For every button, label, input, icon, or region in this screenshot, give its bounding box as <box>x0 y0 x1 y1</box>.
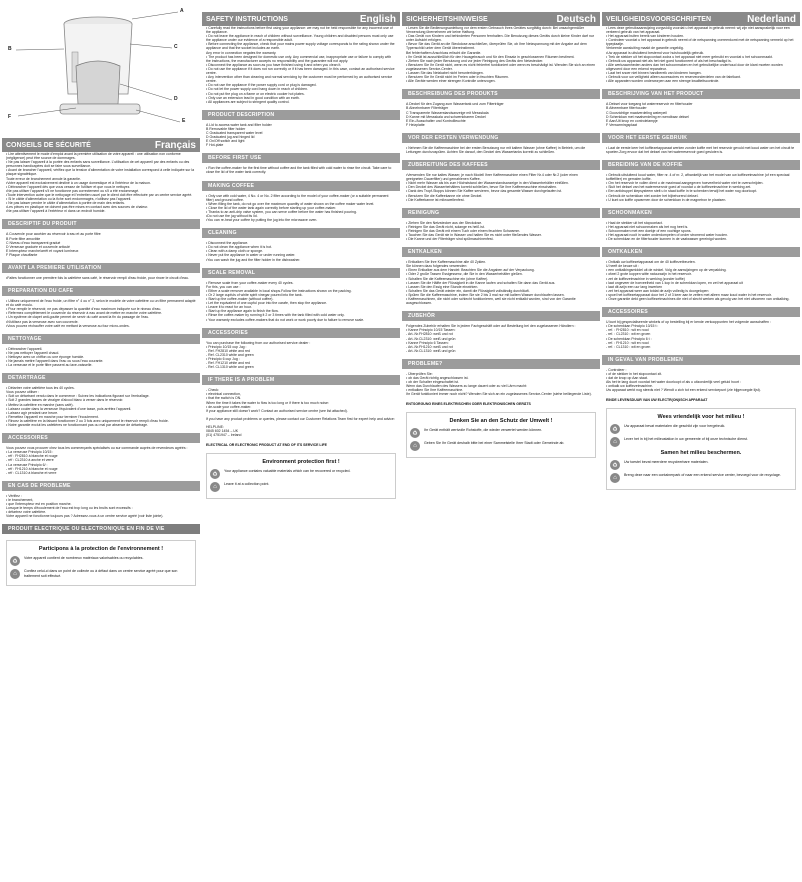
collection-point-icon: ⌂ <box>610 437 620 447</box>
collection-point-icon: ⌂ <box>610 473 620 483</box>
env-text-1: Ihr Gerät enthält wertvolle Rohstoffe, die wieder verwertet werden können. <box>424 428 543 433</box>
env-title: Participons à la protection de l'environnement ! <box>38 546 164 553</box>
section-header <box>2 138 200 152</box>
env-text-2: Lever het in bij het milieustation in uw gemeente of bij onze technische dienst. <box>624 437 748 442</box>
first-use-heading: VOR DER ERSTEN VERWENDUNG <box>402 133 600 143</box>
first-use-text: •Faites fonctionner une première fois la cafetière sans café, le réservoir rempli d'eau froide, pour rincer le circuit d'eau. <box>6 275 189 280</box>
safety-text: • Lesen Sie die Bedienungsanleitung vor dem ersten Gebrauch Ihres Gerätes sorgfältig durch: Bei unsachgemäßer Verwendung übernehmen wir keine Haftung. • Das Gerät von Kindern und behinderten Personen fernhalten. Die Benutzung dieses Geräts durch kleine Kinder darf nur unter Aufsicht erfolgen. • Bevor Sie das Gerät an die Steckdose anschließen, überprüfen Sie, ob Ihre Netzspannung mit der Angabe auf dem Typenschild unter dem Gerät übereinstimmt. Bei fehlerhaftem Anschluss erlischt die Garantie. • Ihr Gerät ist ausschließlich für den Hausgebrauch und für den Einsatz in geschlossenen Räumen bestimmt. • Ziehen Sie nach jeder Benutzung und vor jeder Reinigung des Geräts den Netzstecker. • Benutzen Sie Ihr Gerät nicht, wenn es nicht fehlerfrei funktioniert oder wenn es beschädigt ist. Wenden Sie sich an einen zugelassenen Service-Center. • Lassen Sie das Netzkabel nicht herunterhängen. • Benutzen Sie Ihr Gerät nicht im Freien oder in feuchten Räumen. • Alle Geräte werden einer strengen Kontrolle unterzogen. <box>406 26 596 84</box>
env-row <box>210 482 392 492</box>
scale-heading: DETARTRAGE <box>2 373 200 383</box>
first-use-heading: BEFORE FIRST USE <box>202 153 400 163</box>
safety-text: • Carefully read the instructions before first using your appliance: we may not be held responsible for any incorrect use of the appliance. • Do not leave the appliance in reach of children without surveillance. Young children and disabled persons must only use the appliance under our evidence of a responsible adult. • Before connecting the appliance, check that your mains power supply voltage corresponds to the rating shown under the appliance and that the socket includes an earth. Any error in connection negates the warranty. • The product has been designed for domestic use only. Any commercial use, inappropriate use or failure to comply with the instructions, the manufacturer accepts no responsibility and the guarantee will not apply. • Disconnect the appliance as soon as you have finished using it and when you clean it. • Do not use the appliance if it does not run correctly or if it has been damaged. In this case, contact an authorised service centre. • Any intervention other than cleaning and normal servicing by the customer must be performed by an authorised service centre. • Do not use the appliance if the power supply cord or plug is damaged. • Do not let the power supply cord hang down in reach of children. • Do not put the plug on a flame or on electric cooker hot plates. • Only use an extension lead in good condition with an earth. • All appliances are subject to stringent quality control. <box>206 26 395 104</box>
coffee-maker-diagram <box>2 4 200 132</box>
env-title: Denken Sie an den Schutz der Umwelt ! <box>449 418 553 425</box>
coffee-maker-illustration <box>2 4 200 132</box>
first-use-text: • Run the coffee-maker for the first time without coffee and the tank filled with cold water to rinse the circuit. Take care to close the lid of the water tank correctly. <box>206 166 392 175</box>
clean-text: • Ziehen Sie den Netzstecker aus der Steckdose. • Reinigen Sie das Gerät nicht, solange es heiß ist. • Reinigen Sie das Gerät mit einem Tuch oder einem feuchten Schwamm. • Tauchen Sie das Gerät nie in Wasser und halten Sie es nicht unter fließendes Wasser. • Die Kanne und der Filterträger sind spülmaschinenfest. <box>406 220 542 242</box>
env-heading: PRODUIT ELECTRIQUE OU ELECTRONIQUE EN FIN DE VIE <box>2 524 200 534</box>
acc-text: You can purchase the following from our authorised service dealer : • Principio 10/15 cup Jug : - Ref. FH2810 white and red - Ref. CL2310 white and green • Principio 6 cup Jug : - Ref. FH1210 white and red - Ref. CL1310 white and green <box>206 340 311 370</box>
env-box <box>606 408 796 490</box>
acc-heading: ZUBEHÖR <box>402 311 600 321</box>
recycle-icon: ♻ <box>410 428 420 438</box>
scale-text: • Ontkalk uw koffiezetapparaat om de 40 koffiezetbeurten. U heeft de keuze uit : • een ontkalkingsmiddel uit de winkel. Volg de aanwijzingen op de verpakking. • ofwel 2 grote koppen witte natuurazijn in het reservoir. • zet de koffiezetmachine in werking (zonder koffie) • laat ongeveer de hoeveelheid van 1 kop in de schenkkan lopen, en zet het apparaat uit • laat dit azijn een uur lang inwerken • zet het apparaat weer aan totdat de azijn volledig is doorgelopen • spoel het koffiezetapparaat door het 2 of 3 keer aan te zetten met alleen maar koud water in het reservoir. • Onze garantie dekt geen koffiezetmachines die niet of slecht werken als gevolg van het niet uitvoeren van ontkalking. <box>606 260 790 302</box>
collection-point-icon: ⌂ <box>410 441 420 451</box>
column-dutch <box>602 0 800 882</box>
scale-heading: ONTKALKEN <box>602 247 800 257</box>
safety-text: • Lees deze gebruiksaanwijzing zorgvuldig voordat u het apparaat in gebruik neemt: wij zijn niet aansprakelijk voor een verkeerd gebruik van het apparaat. • Het apparaat buiten bereik van kinderen houden. • Controleer voordat u het apparaat in gebruik neemt of de netspanning overeenkomt met de netspanning vermeld op het typeplaatje. Verkeerde aansluiting maakt de garantie ongeldig. •Uw apparaat is uitsluitend bestemd voor huishoudelijk gebruik. • Trek de stekker uit het stopcontact zodra u het apparaat niet meer gebruikt en voordat u het schoonmaakt. • Gebruik uw apparaat niet als het niet goed functioneert of als het beschadigd is. • Alle werkzaamheden anders dan het schoonmaken en het gebruikelijke onderhoud door de klant moeten worden uitgevoerd door een erkend reparateur. • Laat het snoer niet binnen handbereik van kinderen hangen. • Gebruik voor uw veiligheid alleen accessoires en reserveonderdelen van de fabrikant. • Alle apparaten worden onderworpen aan een strenge kwaliteitscontrole. <box>606 26 794 84</box>
env-row <box>10 556 192 566</box>
env-row <box>210 469 392 479</box>
problem-text: - Check: • electrical connection, • that the switch is ON. When the time it takes the water to flow is too long or if there is too much noise: • de-scale your coffee-maker. If your appliance still doesn't work? Contact an authorised service centre (see list attached). If you have any product problems or queries, please contact our Customer Relations Team first for expert help and advice: HELPLINE: 0845 602 1454 – UK (01) 4751947 – Ireland <box>206 388 395 438</box>
acc-text: Folgendes Zubehör erhalten Sie in jedem Fachgeschäft oder auf Bestellung bei den zugelassenen Händlern : • Kanne Principio 10/15 Tassen: - Art.-Nr.FH2810: weiß und rot - Art.-Nr.CL2310: weiß und grün • Kanne Principio 6 Tassen: - Art.-Nr.FH1210: weiß und rot - Art.-Nr.CL1310: weiß und grün <box>406 324 576 353</box>
scale-heading: SCALE REMOVAL <box>202 268 400 278</box>
section-header <box>602 12 800 26</box>
env-row <box>410 428 592 438</box>
clean-text: • Disconnect the appliance. • Do not clean the appliance when it is hot. • Clean with a damp cloth or sponge. • Never put the appliance in water or under running water. •You can wash the jug and the filter holder in the dishwasher. <box>206 241 301 262</box>
problem-text: • Vérifiez : • le branchement, • que l'interrupteur est en position marche. Lorsque le temps d'écoulement de l'eau est trop long ou les bruits sont excessifs : • détartrez votre cafetière. Votre appareil ne fonctionne toujours pas ? Adressez-vous à un centre service agréé (voir liste jointe). <box>6 493 164 519</box>
language-label: English <box>359 13 396 25</box>
make-text: • Only use with cold water, 4 No. 4 or No. 2 filter according to the model of your coffee-maker (or a suitable permanent filter) and ground coffee. • When filling the tank, do not go over the maximum quantity of water shown on the coffee maker water level. • Close the lid of the water tank again correctly before starting up your coffee-maker. • Thanks to an anti-drip valve system, you can serve coffee before the water has finished pouring. •Do not use the jug without its lid. •You can re-heat your coffee by putting the jug into the microwave oven. <box>206 193 389 223</box>
language-label: Français <box>154 139 196 151</box>
desc-heading: BESCHRIJVING VAN HET PRODUCT <box>602 89 800 99</box>
column-german <box>402 0 600 882</box>
env-title: Environment protection first ! <box>262 459 340 466</box>
problem-heading: IN GEVAL VAN PROBLEMEN <box>602 355 800 365</box>
env-text-2: Confiez celui-ci dans un point de collecte ou à défaut dans un centre service agréé pour que son traitement soit effectué. <box>24 569 178 578</box>
env-row <box>610 424 792 434</box>
safety-text: • Lire attentivement le mode d'emploi avant la première utilisation de votre appareil : une utilisation non conforme (négligence) peut être source de dommages. • Ne pas laisser l'appareil à la portée des enfants sans surveillance. L'utilisation de cet appareil par des enfants ou des personnes handicapées doit se faire sous surveillance. • Avant de brancher l'appareil, vérifiez que la tension d'alimentation de votre installation correspond à celle indiquée sur la plaque signalétique. Toute erreur de branchement annule la garantie. •Votre appareil est exclusivement destiné à un usage domestique et à l'intérieur de la maison. • Débrancher l'appareil dès que vous cessez de l'utiliser et que vous le nettoyez. •Ne pas utiliser l'appareil s'il ne fonctionne pas correctement ou s'il a été endommagé. •Toute intervention autre que le nettoyage et l'entretien usuel par le client doit être effectuée par un centre service agréé. • Si le câble d'alimentation ou la fiche sont endommagés, n'utilisez pas l'appareil. • Ne pas laisser pendre le câble d'alimentation à portée de main des enfants. •Les pièces en plastique ne doivent pas être mises en contact avec des sources de chaleur. •Ne pas utiliser l'appareil à l'extérieur ni dans un endroit humide. <box>6 152 195 214</box>
section-title: VEILIGHEIDSVOORSCHRIFTEN <box>606 15 712 23</box>
first-use-heading: AVANT LA PREMIERE UTILISATION <box>2 263 200 273</box>
problem-text: - Überprüfen Sie: • ob das Gerät richtig angeschlossen ist. • ob der Schalter eingeschaltet ist. Wenn das Durchlaufen des Wassers zu lange dauert oder zu viel Lärm macht: • entkalken Sie Ihre Kaffeemaschine. Ihr Gerät funktioniert immer noch nicht? Wenden Sie sich an ein zugelassenes Service-Center (siehe beiliegende Liste). <box>406 371 592 397</box>
collection-point-icon: ⌂ <box>10 569 20 579</box>
language-label: Deutsch <box>556 13 596 25</box>
env-row <box>610 437 792 447</box>
clean-heading: CLEANING <box>202 228 400 238</box>
make-heading: ZUBEREITUNG DES KAFFEES <box>402 160 600 170</box>
env-box <box>406 412 596 458</box>
clean-heading: SCHOONMAKEN <box>602 208 800 218</box>
column-english <box>202 0 400 882</box>
desc-heading: DESCRIPTIF DU PRODUIT <box>2 219 200 229</box>
problem-heading: EN CAS DE PROBLEME <box>2 481 200 491</box>
env-text-3: Uw toestel bevat meerdere recycleerbare materialen. <box>624 460 709 465</box>
label-e: E <box>182 118 186 124</box>
first-use-text: • Nehmen Sie die Kaffeemaschine bei der ersten Benutzung nur mit kaltem Wasser (ohne Kaffee) in Betrieb, um die Leitungen durchzuspülen. Achten Sie darauf, den Deckel des Wassertanks korrekt zu schließen. <box>406 145 586 154</box>
desc-text: A Couvercle pour accéder au réservoir à eau et au porte filtre B Porte filtre amovible C Niveau d'eau transparent gradué D Verseuse graduée et couvercle articulé E Interrupteur marche/arrêt et voyant lumineux F Plaque chauffante <box>6 232 101 257</box>
acc-heading: ACCESSORIES <box>202 328 400 338</box>
recycle-icon: ♻ <box>610 460 620 470</box>
section-title: SAFETY INSTRUCTIONS <box>206 15 288 23</box>
section-header <box>402 12 600 26</box>
desc-heading: BESCHREIBUNG DES PRODUKTS <box>402 89 600 99</box>
scale-text: • Entkalken Sie Ihre Kaffeemaschine alle 40 Zyklen. Sie können dazu folgendes verwenden: • Einen Entkalker aus dem Handel: Beachten Sie die Angaben auf der Verpackung. • Oder 2 große Tassen Essigessenz, die Sie in den Wasserbehälter gießen. • Schalten Sie die Kaffeemaschine ein (ohne Kaffee). • Lassen Sie die Hälfte der Flüssigkeit in die Kanne laufen und schalten Sie dann das Gerät aus. • Lassen Sie den Essig eine Stunde einwirken. • Schalten Sie das Gerät wieder ein, damit die Flüssigkeit vollständig durchläuft. • Spülen Sie die Kaffeemaschine, indem Sie sie 2 bis 3 mal nur mit kaltem Wasser durchlaufen lassen. • Kaffeemaschinen, die nicht oder schlecht funktionieren, weil sie nicht entkalkt wurden, sind von der Garantie ausgeschlossen. <box>406 260 576 306</box>
scale-text: • Remove scale from your coffee-maker every 40 cycles. For this, you can use : • Either a scale remover available in local shops.Follow the instructions shown on the packing. • Or 2 large cupfuls of white spirit vinegar poured into the tank. • Start up the coffee-maker (without coffee). • Let the equivalent of one cupful pour into the carafe, then stop the appliance. • Leave it to react for an hour. • Start up the appliance again to finish the flow. • Rinse the coffee-maker by running it 2 or 3 times with the tank filled with cold water only. • Your warranty excludes coffee-makers that do not work or work poorly due to failure to remove scale. <box>206 280 365 322</box>
language-label: Nederland <box>747 13 796 25</box>
env-text-1: Votre appareil contient de nombreux matériaux valorisables ou recyclables. <box>24 556 144 561</box>
recycle-icon: ♻ <box>10 556 20 566</box>
env-row <box>610 473 792 483</box>
section-title: CONSEILS DE SÉCURITÉ <box>6 141 91 149</box>
acc-text: Vous pouvez vous procurer chez tous les commerçants spécialisés ou sur commande auprès de revendeurs agréés : • La verseuse Principio 10/15 : - réf : FH2810 à blanche et rouge - réf : CL2310 à anche et verre • La verseuse Principio 6/ : - réf : FH1210 à blanche et rouge - réf : CL1310 à blanche et verre <box>6 446 188 475</box>
env-title: Wees vriendelijk voor het milieu ! <box>657 414 745 421</box>
env-heading: ENTSORGUNG EINES ELEKTRISCHEN ODER ELEKTRONISCHEN GERÄTS <box>406 402 531 407</box>
label-f: F <box>8 114 12 120</box>
acc-text: U kunt bij gespecialiseerde winkels of op bestelling bij er kende verkooppunten het volgende aanschaffen : • De schenkkan Principio 10/15 t : - ref. : FH2810 : wit en rood - ref. : CL2310 : wit en groen • De schenkkan Principio 6 t : - ref. : FH1210 : wit en rood - ref. : CL1310 : wit en groen <box>606 320 771 349</box>
section-title: SICHERHEITSHINWEISE <box>406 15 488 23</box>
desc-text: A Lid to access water tank and filter holder B Removable filter holder C Graduated transparent water level D Graduated jug and hinged lid E On/Off switch and light F Hot-plate <box>206 122 272 148</box>
prep-heading: PREPARATION DU CAFE <box>2 286 200 296</box>
make-text: • Gebruik uitsluitend koud water, filter nr. 4 of nr. 2, afhankelijk van het model van uw koffiezetmachine (of een speciaal koffiefilter) en gemalen koffie. • Om het reservoir te vullen dient u de maximaal aangegeven hoeveelheid water niet te overschrijden. • Sluit het deksel van het waterreservoir goed af voordat u de koffiezetmachine in werking zet. • Een antidruppel klepsysteem stelt u in staat koffie in te schenken terwijl het water nog doorloopt. • Gebruik de schenkkan niet zonder het bijbehorend deksel. • U kunt uw koffie opwarmen door de schenkkan in de magnetron te plaatsen. <box>606 173 790 202</box>
env-row <box>10 569 192 579</box>
first-use-heading: VOOR HET EERSTE GEBRUIK <box>602 133 800 143</box>
env-box <box>206 453 396 499</box>
clean-heading: NETTOYAGE <box>2 334 200 344</box>
label-d: D <box>174 96 178 102</box>
clean-heading: REINIGUNG <box>402 208 600 218</box>
scale-heading: ENTKALKEN <box>402 247 600 257</box>
section-header <box>202 12 400 26</box>
desc-heading: PRODUCT DESCRIPTION <box>202 110 400 120</box>
first-use-text: • Laat de eerste keer het koffiezetapparaat werken zonder koffie met het reservoir gevuld met koud water om het circuit te spoelen.Zorg ervoor dat het deksel van het waterreservoir goed gesloten is. <box>606 145 795 154</box>
env-title-2: Samen het milieu beschermen. <box>660 450 742 457</box>
make-text: •Verwenden Sie nur kaltes Wasser, je nach Modell Ihrer Kaffeemaschine einen Filter Nr.4 oder Nr.2 (oder einen geeigneten Dauerfilter) und gemahlenen Kaffee. • Nicht mehr Wasser als bis zum Höchststand der Wasserstandsanzeige in den Wasserbehälter einfüllen. • Den Deckel des Wasserbehälters korrekt schließen, bevor Sie Ihre Kaffeemaschine einschalten. • Dank des Tropf-Stopps können Sie Kaffee servieren, bevor das gesamte Wasser durchgelaufen ist. • Benutzen Sie die Kaffeekanne nie ohne Deckel. • Die Kaffeekanne ist mikrowellenfest. <box>406 173 578 202</box>
column-french <box>2 0 200 882</box>
env-row <box>610 460 792 470</box>
collection-point-icon: ⌂ <box>210 482 220 492</box>
env-heading: ELECTRICAL OR ELECTRONIC PRODUCT AT END OF ITS SERVICE LIFE <box>206 443 328 448</box>
env-text-1: Uw apparaat bevat materialen die geschikt zijn voor hergebruik. <box>624 424 726 429</box>
env-text-1: Your appliance contains valuable materials which can be recovered or recycled. <box>224 469 351 474</box>
desc-text: A Deksel voor toegang tot waterreservoir en filterhouder B Afneembare filterhouder C Doorzichtige maatverdeling waterpeil D Schenkkan met maatverdeling en wendbaar deksel E Aan/Uit knop en controlelampje F Verwarmingsplaat <box>606 102 693 127</box>
clean-text: • Débrancher l'appareil. • Ne pas nettoyer l'appareil chaud. • Nettoyez avec un chiffon ou une éponge humide. • Ne jamais mettre l'appareil dans l'eau ou sous l'eau courante. • La verseuse et le porte filtre passent au lave-vaisselle. <box>6 346 104 368</box>
env-text-4: Breng deze naar een containerpark of naar een erkend service center, bevoegd voor de recyclage. <box>624 473 781 478</box>
env-text-2: Leave it at a collection point. <box>224 482 270 487</box>
acc-heading: ACCESSOIRES <box>602 307 800 317</box>
env-row <box>410 441 592 451</box>
env-heading: EINDE LEVENSDUUR VAN UW ELECTR(ON)ISCH APPARAAT <box>606 398 708 403</box>
label-b: B <box>8 46 12 52</box>
label-a: A <box>180 8 184 14</box>
desc-text: A Deckel für den Zugang zum Wassertank und zum Filterträger B Abnehmbarer Filterträger C Transparente Wasserstandsanzeige mit Messskala D Kanne mit Messskala und schwenkbarem Deckel E Ein-/Ausschalter und Kontrollleuchte F Heizplatte <box>406 102 504 127</box>
scale-text: • Détartrer votre cafetière tous les 40 cycles. Vous pouvez utiliser : • Soit un détartrant vendu dans le commerce : Suivez les indications figurant sur l'emballage. • Soit 2 grandes tasses de vinaigre d'alcool blanc à verser dans le réservoir. • Mettez la cafetière en marche (sans café). • Laissez couler dans la verseuse l'équivalent d'une tasse, puis arrêtez l'appareil. • Laissez agir pendant une heure. • Remettez l'appareil en marche pour terminer l'écoulement. • Rincez la cafetière en la faisant fonctionner 2 ou 3 fois avec uniquement le réservoir rempli d'eau froide. • Notre garantie exclut les cafetières ne fonctionnant pas ou mal par absence de détartrage. <box>6 386 169 428</box>
problem-heading: IF THERE IS A PROBLEM <box>202 375 400 385</box>
env-text-2: Geben Sie Ihr Gerät deshalb bitte bei einer Sammelstelle Ihrer Stadt oder Gemeinde ab. <box>424 441 565 446</box>
recycle-icon: ♻ <box>210 469 220 479</box>
prep-text: • Utilisez uniquement de l'eau froide, un filtre n° 4 ou n° 2, selon le modèle de votre cafetière ou un filtre permanent adapté et du café moulu. • Pour remplir le réservoir, ne pas dépasser la quantité d'eau maximum indiquée sur le niveau d'eau. • Refermez complètement le couvercle du réservoir à eau avant de mettre en marche votre cafetière. • Un système de clapet anti-goutte permet de servir du café avant la fin du passage de l'eau. •N'utilisez pas la verseuse avec son couvercle. •Vous pouvez réchauffer votre café en mettant la verseuse au four micro-ondes. <box>6 299 196 328</box>
clean-text: • Haal de stekker uit het stopcontact. • Het apparaat niet schoonmaken als het nog heet is. • Schoonmaken met een doekje of een vochtige spons. • Het apparaat nooit in water onderdompelen of onder stromend water houden. • De schenkkan en de filterhouder kunnen in de vaatwasser gereinigd worden. <box>606 220 729 242</box>
recycle-icon: ♻ <box>610 424 620 434</box>
make-heading: BEREIDING VAN DE KOFFIE <box>602 160 800 170</box>
make-heading: MAKING COFFEE <box>202 181 400 191</box>
label-c: C <box>174 44 178 50</box>
problem-heading: PROBLEME? <box>402 359 600 369</box>
problem-text: - Controleer : • of de stekker in het stopcontact zit. • dat de knop op Aan staat. Als het te lang duurt voordat het water doorloopt of als u uitzonderlijk veel geluid hoort : • ontkalk uw koffiezetmachine. Uw apparaat werkt nog steeds niet ? Wendt u zich tot een erkend servicepunt (zie bijgevoegde lijst). <box>606 367 761 393</box>
acc-heading: ACCESSOIRES <box>2 433 200 443</box>
env-box <box>6 540 196 586</box>
